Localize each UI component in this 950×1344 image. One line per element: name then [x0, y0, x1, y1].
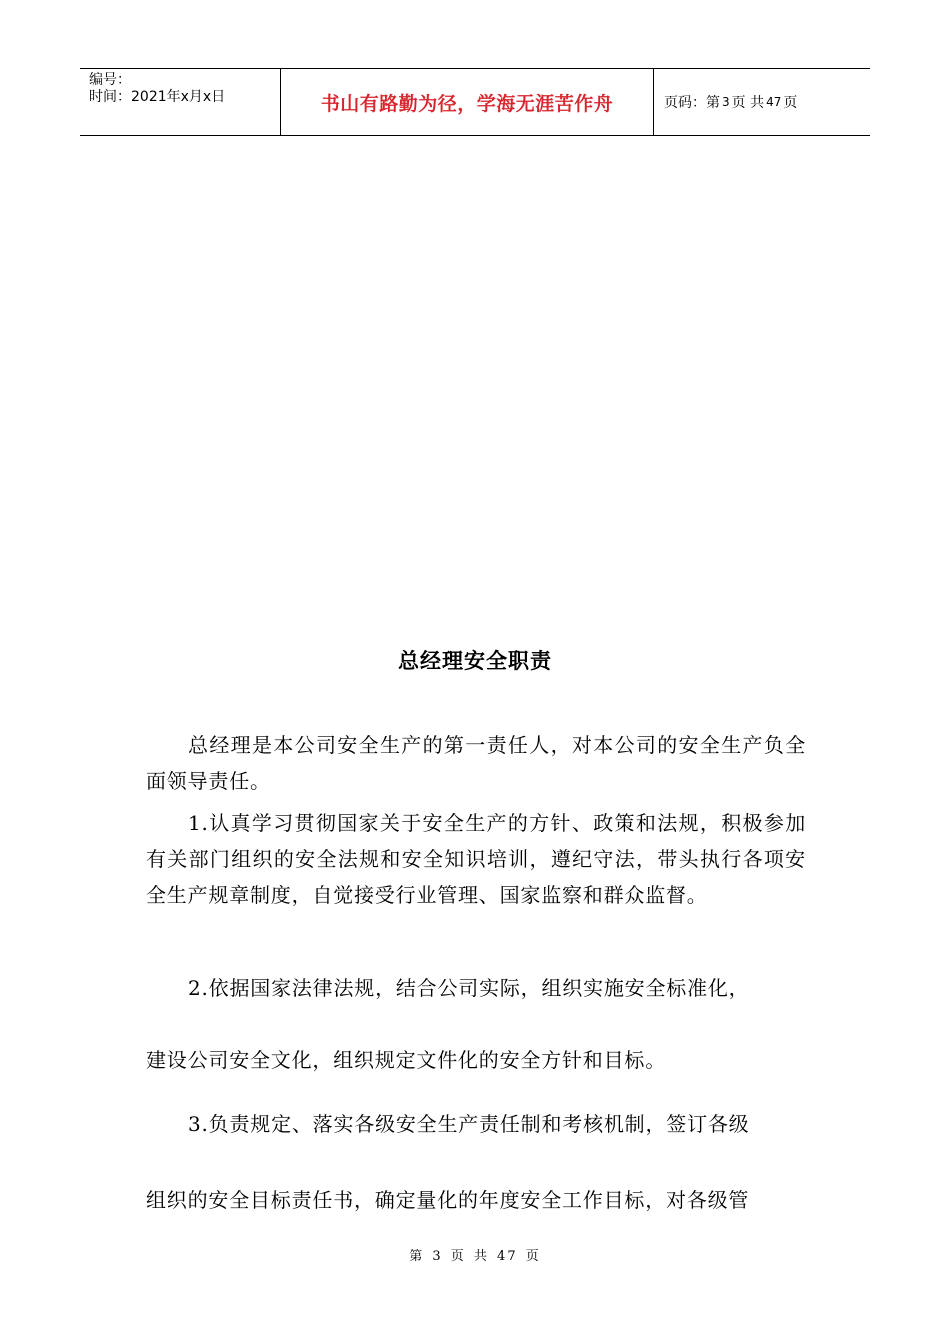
page-total: 47 [766, 95, 782, 109]
page-label-prefix: 页码：第 [664, 95, 720, 111]
item-3-line-2: 组织的安全目标责任书，确定量化的年度安全工作目标，对各级管 [146, 1188, 750, 1212]
time-label: 时间：2021年x月x日 [89, 89, 226, 105]
number-label: 编号： [89, 72, 131, 88]
header-motto-cell [281, 69, 654, 135]
page-footer: 第 3 页 共 47 页 [409, 1249, 541, 1264]
item-2-line-2: 建设公司安全文化，组织规定文件化的安全方针和目标。 [146, 1048, 666, 1072]
header-page-cell [654, 69, 870, 135]
page-label-mid: 页 共 [731, 95, 765, 111]
item-1-paragraph: 1.认真学习贯彻国家关于安全生产的方针、政策和法规，积极参加有关部门组织的安全法规和安全知识培训，遵纪守法，带头执行各项安全生产规章制度，自觉接受行业管理、国家监察和群众监督。 [146, 811, 806, 907]
item-3-line-1: 3.负责规定、落实各级安全生产责任制和考核机制，签订各级 [188, 1112, 750, 1136]
page-label-suffix: 页 [783, 95, 798, 111]
document-header [80, 68, 870, 136]
item-2-line-1: 2.依据国家法律法规，结合公司实际，组织实施安全标准化， [188, 976, 750, 1000]
intro-paragraph: 总经理是本公司安全生产的第一责任人，对本公司的安全生产负全面领导责任。 [146, 733, 806, 793]
page-current: 3 [722, 95, 730, 109]
header-meta-cell [80, 69, 281, 135]
document-title: 总经理安全职责 [398, 649, 552, 673]
motto-text: 书山有路勤为径，学海无涯苦作舟 [320, 92, 614, 115]
